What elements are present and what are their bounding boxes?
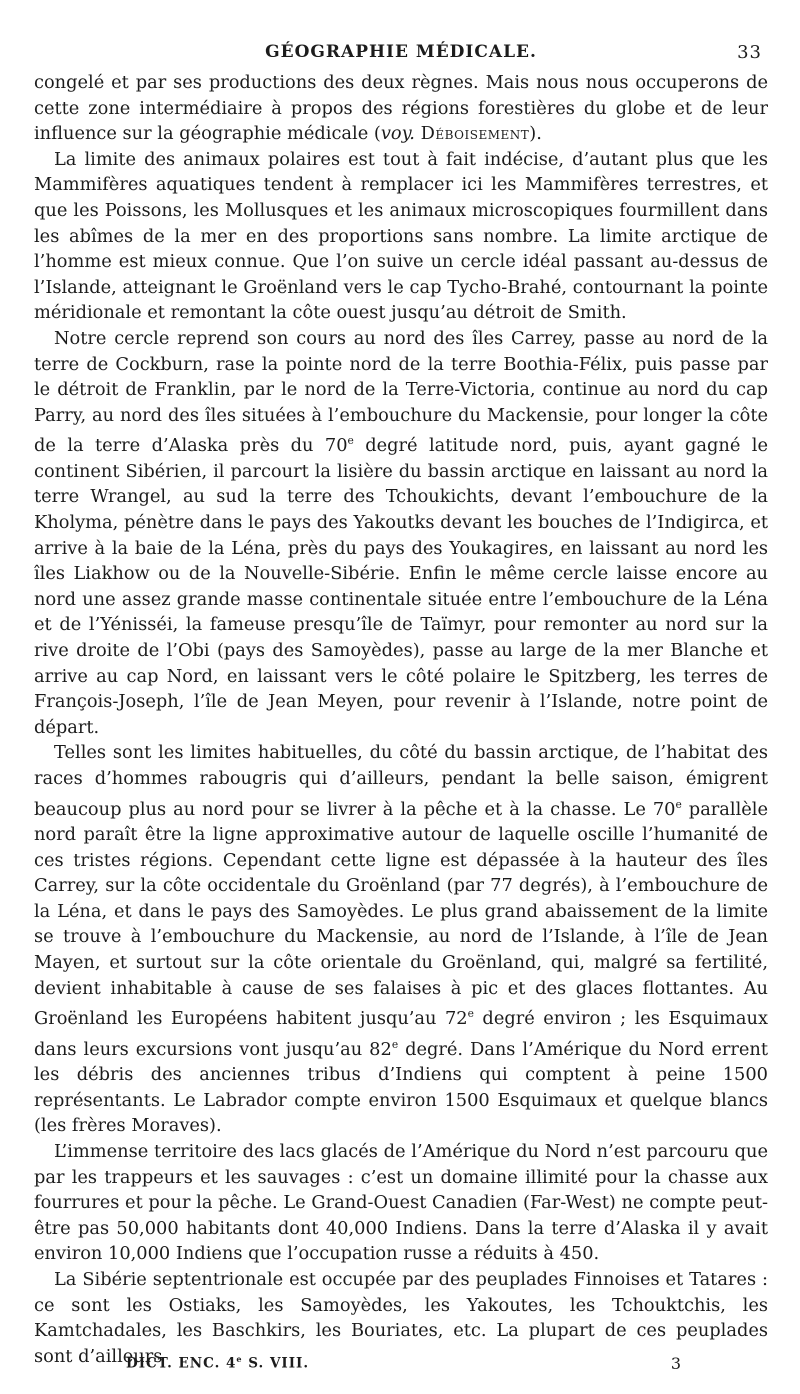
paragraph: La limite des animaux polaires est tout à fait indécise, d’autant plus que les Mammifères aquatiques tendent à remplacer ici les Mammifères terrestres, et que les Poissons, les Mollusques et les animaux microscopiques fourmillent dans les abîmes de la mer en des proportions sans nombre. La limite arctique de l’homme est mieux connue. Que l’on suive un cercle idéal passant au-dessus de l’Islande, atteignant le Groënland vers le cap Tycho-Brahé, contournant la pointe méridionale et remontant la côte ouest jusqu’au détroit de Smith. bbox=[34, 148, 768, 324]
paragraph: Notre cercle reprend son cours au nord des îles Carrey, passe au nord de la terre de Cockburn, rase la pointe nord de la terre Boothia-Félix, puis passe par le détroit de Franklin, par le nord de la Terre-Victoria, continue au nord du cap Parry, au nord des îles situées à l’embouchure du Mackensie, pour longer la côte de la terre d’Alaska près du 70e degré latitude nord, puis, ayant gagné le continent Sibérien, il parcourt la lisière du bassin arctique en laissant au nord la terre Wrangel, au sud la terre des Tchoukichts, devant l’embouchure de la Kholyma, pénètre dans le pays des Yakoutks devant les bouches de l’Indigirca, et arrive à la baie de la Léna, près du pays des Youkagires, en laissant au nord les îles Liakhow ou de la Nouvelle-Sibérie. Enfin le même cercle laisse encore au nord une assez grande masse continentale située entre l’embouchure de la Léna et de l’Yénisséi, la fameuse presqu’île de Taïmyr, pour remonter au nord sur la rive droite de l’Obi (pays des Samoyèdes), passe au large de la mer Blanche et arrive au cap Nord, en laissant vers le côté polaire le Spitzberg, les terres de François-Joseph, l’île de Jean Meyen, pour revenir à l’Islande, notre point de départ. bbox=[34, 327, 769, 738]
paragraph: La Sibérie septentrionale est occupée par des peuplades Finnoises et Tatares : ce sont les Ostiaks, les Samoyèdes, les Yakoutes, les Tchouktchis, les Kamtchadales, les Baschkirs, les Bouriates, etc. La plupart de ces peuplades sont d’ailleurs bbox=[34, 1269, 768, 1367]
body-text bbox=[34, 70, 768, 1369]
paragraph-text: congelé et par ses productions des deux règnes. Mais nous nous occuperons de cette zone intermédiaire à propos des régions forestières du globe et de leur influence sur la géographie médicale ( bbox=[34, 72, 768, 145]
running-head bbox=[34, 36, 768, 70]
page-number: 33 bbox=[737, 42, 762, 63]
cross-reference-voy: voy. bbox=[380, 123, 415, 145]
paragraph-continued bbox=[34, 70, 768, 147]
paragraph: L’immense territoire des lacs glacés de l’Amérique du Nord n’est parcouru que par les trappeurs et les sauvages : c’est un domaine illimité pour la chasse aux fourrures et pour la pêche. Le Grand-Ouest Canadien (Far-West) ne compte peut-être pas 50,000 habitants dont 40,000 Indiens. Dans la terre d’Alaska il y avait environ 10,000 Indiens que l’occupation russe a réduits à 450. bbox=[34, 1141, 768, 1265]
ordinal-superscript: e bbox=[347, 434, 354, 448]
paragraph-text-end: ). bbox=[529, 123, 542, 145]
page-footer bbox=[34, 1354, 766, 1378]
paragraph: Telles sont les limites habituelles, du côté du bassin arctique, de l’habitat des races d’hommes rabougris qui d’ailleurs, pendant la belle saison, émigrent beaucoup plus au nord pour se livrer à la pêche et à la chasse. Le 70e parallèle nord paraît être la ligne approximative autour de laquelle oscille l’humanité de ces tristes régions. Cependant cette ligne est dépassée à la hauteur des îles Carrey, sur la côte occidentale du Groënland (par 77 degrés), à l’embouchure de la Léna, et dans le pays des Samoyèdes. Le plus grand abaissement de la limite se trouve à l’embouchure du Mackensie, au nord de l’Islande, à l’île de Jean Mayen, et surtout sur la côte orientale du Groënland, qui, malgré sa fertilité, devient inhabitable à cause de ses falaises à pic et des glaces flottantes. Au Groënland les Européens habitent jusqu’au 72e degré environ ; les Esquimaux dans leurs excursions vont jusqu’au 82e degré. Dans l’Amérique du Nord errent les débris des anciennes tribus d’Indiens qui comptent à peine 1500 représentants. Le Labrador compte environ 1500 Esquimaux et quelque blancs (les frères Moraves). bbox=[34, 742, 769, 1137]
cross-reference-deboisement: Déboisement bbox=[420, 123, 530, 145]
ordinal-superscript: e bbox=[675, 797, 682, 811]
ordinal-superscript: e bbox=[236, 1354, 243, 1364]
ordinal-superscript: e bbox=[391, 1037, 399, 1051]
ordinal-superscript: e bbox=[467, 1007, 474, 1021]
sheet-number: 3 bbox=[670, 1354, 682, 1373]
running-title: GÉOGRAPHIE MÉDICALE. bbox=[265, 42, 537, 62]
signature-mark: DICT. ENC. 4e S. VIII. bbox=[126, 1354, 310, 1372]
